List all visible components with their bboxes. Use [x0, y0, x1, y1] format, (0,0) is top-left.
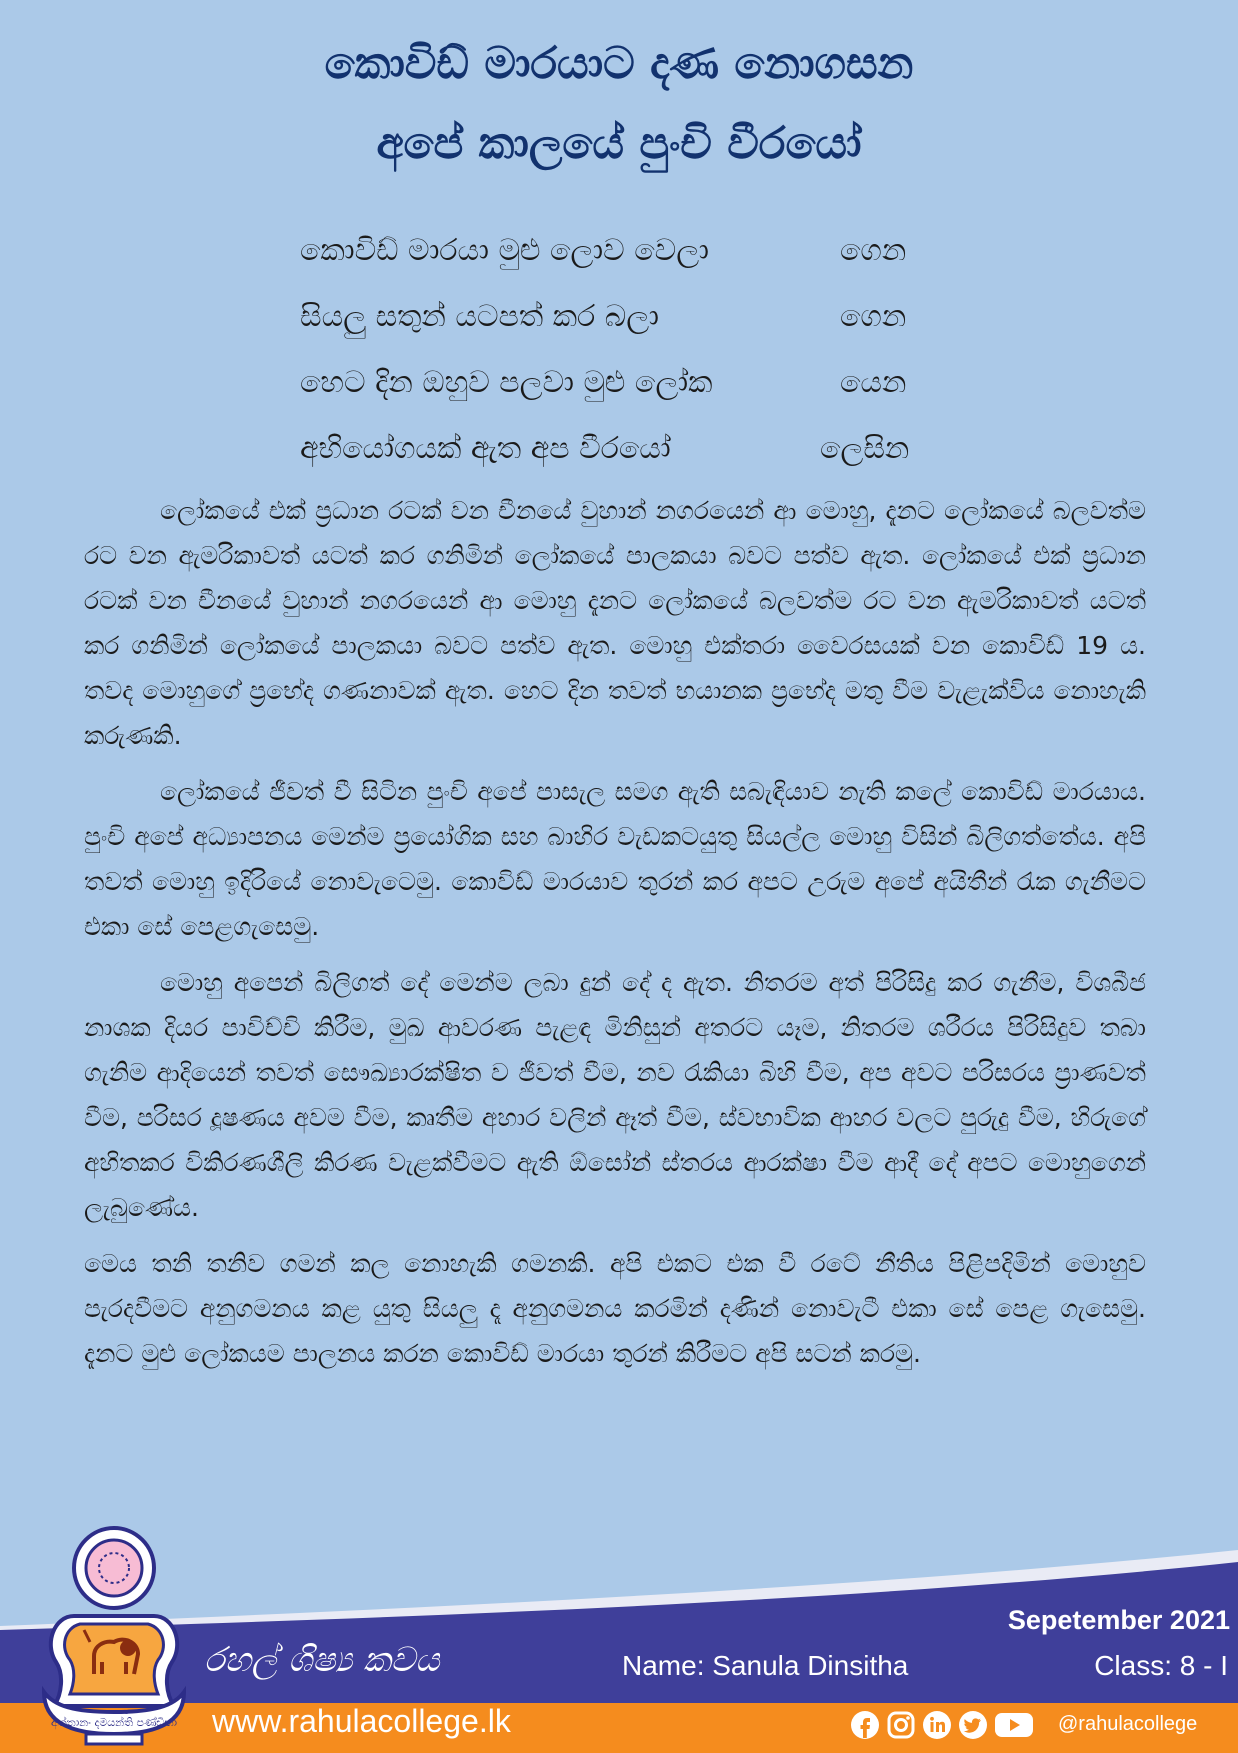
- poem-line-ending: ලෙසින: [820, 431, 910, 466]
- poem-line-text: කොවිඩ් මාරයා මුළු ලොව වෙලා: [300, 233, 710, 268]
- linkedin-icon[interactable]: [922, 1710, 952, 1740]
- poem-line: [300, 284, 940, 350]
- paragraph: මෙය තනි තනිව ගමන් කල නොහැකි ගමනකි. අපි එකට එක වී රටේ නීතිය පිළිපදිමින් මොහුව පැරදවීමට අනුගමනය කළ යුතු සියලු දෑ අනුගමනය කරමින් දණින් නොවැටී එකා සේ පෙළ ගැසෙමු. දැනට මුළු ලෝකයම පාලනය කරන කොවිඩ් මාරයා තුරන් කිරීමට අපි සටන් කරමු.: [84, 1249, 1146, 1368]
- page-title-line-2: අපේ කාලයේ පුංචි වීරයෝ: [376, 118, 862, 169]
- paragraph: මොහු අපෙන් බිලිගත් දේ මෙන්ම ලබා දුන් දේ ද ඇත. නිතරම අත් පිරිසිදු කර ගැනීම, විශබීජ නාශක දියර පාවිච්චි කිරීම, මුඛ ආවරණ පැළඳ මිනිසුන් අතරට යෑම, නිතරම ශරීරය පිරිසිදුව තබා ගැනිම ආදියෙන් තවත් සෞඛ්‍යාරක්ෂිත ව ජීවත් වීම, නව රැකියා බිහි වීම, අප අවට පරිසරය ප්‍රාණවත් වීම, පරිසර දූෂණය අවම වීම, කෘතීම අහාර වලින් ඈත් වීම, ස්වභාවික ආහර වලට පුරුදු වීම, හිරුගේ අහිතකර විකිරණශීලි කිරණ වැළක්වීමට ඇති ඕසෝන් ස්තරය ආරක්ෂා වීම ආදී දේ අපට මොහුගෙන් ලැබුණේය.: [84, 968, 1146, 1222]
- poem-line-ending: ගෙන: [840, 299, 907, 334]
- poem-line-text: අභියෝගයක් ඇත අප වීරයෝ: [300, 431, 671, 466]
- paragraph: ලෝකයේ ජීවත් වී සිටින පුංචි අපේ පාසැල සමග ඇති සබැඳියාව නැති කලේ කොවිඩ් මාරයාය. පුංචි අපේ අධ්‍යාපනය මෙන්ම ප්‍රයෝගික සහ බාහිර වැඩකටයුතු සියල්ල මොහු විසින් බිලිගත්තේය. අපි තවත් මොහු ඉදිරියේ නොවැටෙමු. කොවිඩ් මාරයාව තුරන් කර අපට උරුම අපේ අයිතීන් රැක ගැනීමට එකා සේ පෙළගැසෙමු.: [84, 777, 1146, 941]
- author-name: Name: Sanula Dinsitha: [622, 1650, 909, 1681]
- crest-motto: අත්තානං දමයන්ති පණ්ඩිතා: [50, 1716, 178, 1729]
- magazine-name: රහල් ශිෂ්‍ය කවය: [204, 1640, 440, 1680]
- twitter-icon[interactable]: [958, 1710, 988, 1740]
- poem-line-text: හෙට දින ඔහුව පලවා මුළු ලෝක: [300, 365, 713, 400]
- author-class: Class: 8 - I: [1094, 1650, 1228, 1681]
- poem-line: [300, 416, 940, 482]
- facebook-icon[interactable]: [850, 1710, 880, 1740]
- instagram-icon[interactable]: [886, 1710, 916, 1740]
- social-handle[interactable]: @rahulacollege: [1058, 1713, 1198, 1735]
- poem-line: [300, 218, 940, 284]
- website-link[interactable]: www.rahulacollege.lk: [212, 1703, 511, 1739]
- page-title-line-1: කොවිඩ් මාරයාට දණ නොගසන: [324, 38, 914, 89]
- social-icons: [850, 1710, 1034, 1740]
- poem-line-ending: යෙන: [840, 365, 907, 400]
- issue-date: Sepetember 2021: [1007, 1605, 1230, 1635]
- poem-line-ending: ගෙන: [840, 233, 907, 268]
- paragraph: ලෝකයේ එක් ප්‍රධාන රටක් වන චීනයේ වුහාන් නගරයෙන් ආ මොහු, දැනට ලෝකයේ බලවත්ම රට වන ඇමරිකාවත් යටත් කර ගනිමින් ලෝකයේ පාලකයා බවට පත්ව ඇත. ලෝකයේ එක් ප්‍රධාන රටක් වන චීනයේ වුහාන් නගරයෙන් ආ මොහු දැනට ලෝකයේ බලවත්ම රට වන ඇමරිකාවත් යටත් කර ගනිමින් ලෝකයේ පාලකයා බවට පත්ව ඇත. මොහු එක්තරා වෛරසයක් වන කොවිඩ් 19 ය. තවද මොහුගේ ප්‍රභේද ගණනාවක් ඇත. හෙට දින තවත් භයානක ප්‍රභේද මතු වීම වැළැක්විය නොහැකි කරුණකි.: [84, 496, 1146, 750]
- poem-line: [300, 350, 940, 416]
- poem: [300, 218, 940, 482]
- article-body: [84, 488, 1146, 1387]
- youtube-icon[interactable]: [994, 1710, 1034, 1740]
- poem-line-text: සියලු සතුන් යටපත් කර බලා: [300, 299, 659, 334]
- college-crest-logo: [34, 1524, 194, 1750]
